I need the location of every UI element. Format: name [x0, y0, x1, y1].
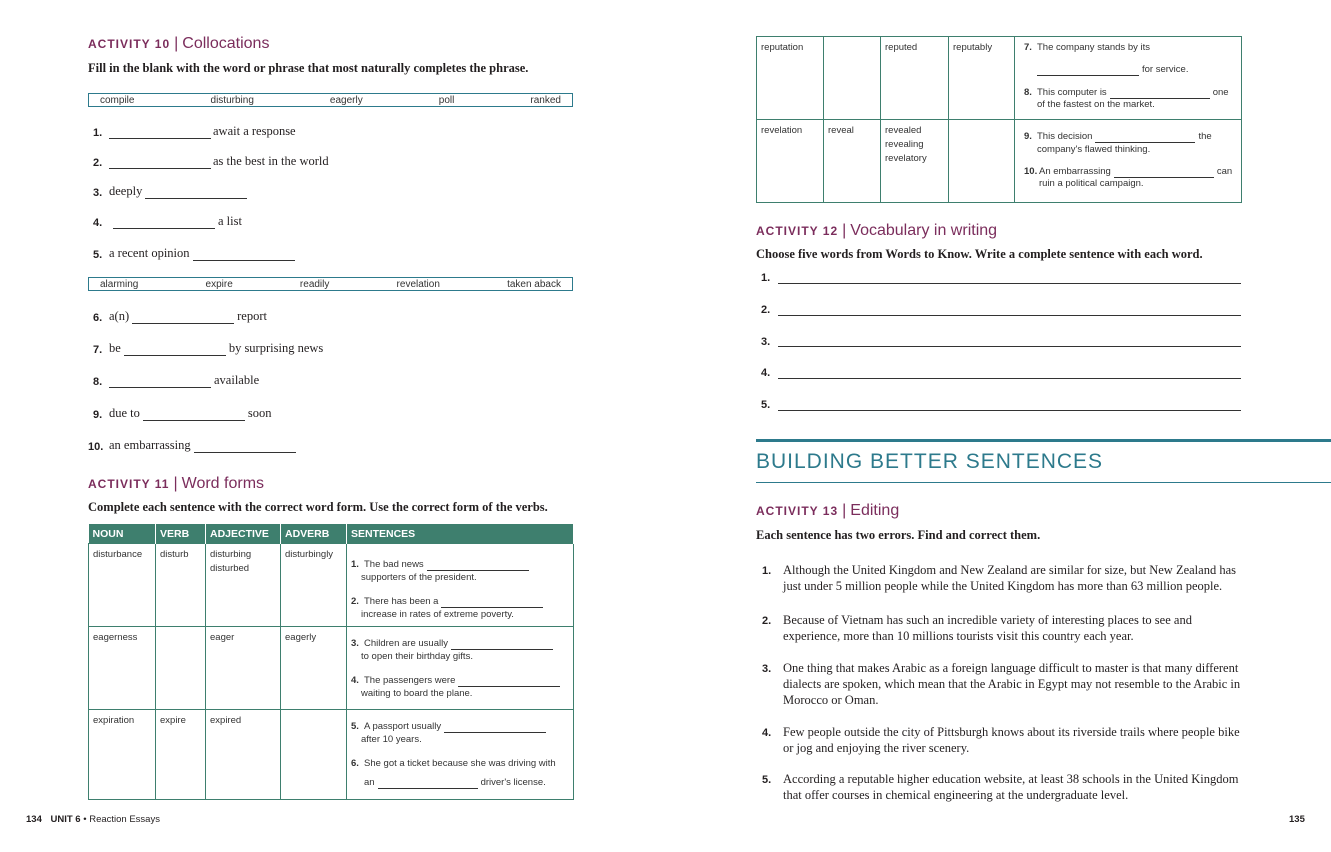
sentence-8: [1024, 86, 1237, 111]
noun-cell: revelation: [757, 120, 824, 203]
writing-line[interactable]: [778, 378, 1241, 379]
sentence-number: 8.: [1024, 87, 1032, 98]
answer-blank[interactable]: [143, 410, 245, 421]
item-number: 10.: [88, 441, 104, 453]
sentence-text: can: [1216, 166, 1233, 177]
sentence-4: [351, 674, 569, 701]
column-header: ADJECTIVE: [206, 524, 281, 544]
sentence-5: [351, 720, 569, 747]
answer-blank[interactable]: [145, 188, 247, 199]
adverb-cell: eagerly: [281, 627, 347, 710]
word-box-word: disturbing: [210, 94, 254, 106]
editing-item-1: [762, 562, 1241, 594]
activity12-heading: ACTIVITY 12 | Vocabulary in writing: [756, 222, 998, 239]
writing-line-number: 3.: [761, 336, 771, 348]
adverb-cell: [949, 120, 1015, 203]
collocation-item-2: [93, 154, 329, 169]
sentence-10: [1024, 165, 1237, 190]
table-row: [757, 120, 1242, 203]
sentence-text: the: [1198, 131, 1212, 142]
sentence-text: She got a ticket because she was driving with: [364, 758, 556, 769]
sentence-3: [351, 637, 569, 664]
activity11-title: Word forms: [181, 475, 265, 492]
collocation-item-1: [93, 124, 296, 139]
noun-cell: expiration: [89, 710, 156, 800]
editing-item-4: [762, 724, 1241, 756]
item-number: 5.: [762, 774, 772, 786]
word-box-word: poll: [438, 94, 455, 106]
item-number: 8.: [93, 376, 103, 388]
table-row: [89, 710, 574, 800]
sentence-text: an: [364, 777, 375, 788]
sentence-text: increase in rates of extreme poverty.: [361, 609, 514, 620]
verb-cell: disturb: [156, 544, 206, 627]
item-number: 5.: [93, 249, 103, 261]
item-number: 2.: [762, 615, 772, 627]
collocation-item-3: [93, 184, 247, 199]
sentence-text: after 10 years.: [361, 734, 422, 745]
sentence-text: one: [1212, 87, 1229, 98]
answer-blank[interactable]: [1037, 66, 1139, 76]
item-text: be: [109, 341, 121, 355]
section-rule-top: [756, 439, 1331, 442]
collocation-item-4: [93, 214, 242, 229]
sentence-text: company's flawed thinking.: [1037, 144, 1151, 155]
table-row: [89, 544, 574, 627]
section-title: BUILDING BETTER SENTENCES: [756, 450, 1104, 473]
word-box-word: alarming: [100, 278, 139, 290]
writing-line-number: 2.: [761, 304, 771, 316]
table-header-row: [89, 524, 574, 544]
answer-blank[interactable]: [109, 128, 211, 139]
editing-item-2: [762, 612, 1241, 644]
writing-line-number: 5.: [761, 399, 771, 411]
sentence-1: [351, 558, 569, 585]
sentences-cell: [347, 627, 574, 710]
collocation-item-7: [93, 341, 323, 356]
item-text: as the best in the world: [213, 154, 329, 168]
writing-line[interactable]: [778, 283, 1241, 284]
adjective-cell: disturbing disturbed: [206, 544, 281, 627]
sentence-number: 4.: [351, 675, 359, 686]
collocation-item-6: [93, 309, 267, 324]
sentence-number: 2.: [351, 596, 359, 607]
item-text: available: [214, 373, 260, 387]
adjective-cell: revealed revealing revelatory: [881, 120, 949, 203]
sentence-number: 6.: [351, 758, 359, 769]
word-box-1: [88, 93, 573, 107]
sentence-text: This decision: [1037, 131, 1093, 142]
activity12-title: Vocabulary in writing: [850, 222, 998, 239]
word-forms-table-continued: [756, 36, 1242, 203]
sentence-text: supporters of the president.: [361, 572, 477, 583]
answer-blank[interactable]: [1095, 133, 1195, 143]
item-text: by surprising news: [228, 341, 324, 355]
adjective-cell: reputed: [881, 37, 949, 120]
editing-item-3: [762, 660, 1241, 708]
item-number: 7.: [93, 344, 103, 356]
column-header: SENTENCES: [347, 524, 574, 544]
collocation-item-8: [93, 373, 259, 388]
editing-item-5: [762, 771, 1241, 803]
word-box-word: expire: [205, 278, 233, 290]
collocation-item-5: [93, 246, 295, 261]
sentences-cell: [347, 544, 574, 627]
item-text: Because of Vietnam has such an incredible variety of interesting places to see and experience, more than 10 millions tourists visit this country each year.: [783, 613, 1192, 643]
sentence-text: driver's license.: [480, 777, 546, 788]
answer-blank[interactable]: [427, 561, 529, 571]
collocation-item-9: [93, 406, 272, 421]
writing-line[interactable]: [778, 410, 1241, 411]
writing-line-number: 4.: [761, 367, 771, 379]
sentence-text: There has been a: [364, 596, 439, 607]
answer-blank[interactable]: [132, 313, 234, 324]
unit-title: Reaction Essays: [89, 814, 160, 825]
adjective-cell: eager: [206, 627, 281, 710]
item-text: One thing that makes Arabic as a foreign language difficult to master is that many different dialects are spoken, which mean that the Arabic in Egypt may not resemble to the Arabic in Morocco or Oman.: [783, 661, 1241, 707]
answer-blank[interactable]: [109, 377, 211, 388]
verb-cell: reveal: [824, 120, 881, 203]
item-text: await a response: [213, 124, 296, 138]
word-box-word: eagerly: [329, 94, 363, 106]
sentence-text: The company stands by its: [1037, 42, 1150, 53]
activity11-heading: ACTIVITY 11 | Word forms: [88, 475, 265, 492]
answer-blank[interactable]: [194, 442, 296, 453]
activity12-instruction: Choose five words from Words to Know. Write a complete sentence with each word.: [756, 247, 1203, 261]
answer-blank[interactable]: [444, 723, 546, 733]
sentence-number: 3.: [351, 638, 359, 649]
sentence-text: ruin a political campaign.: [1039, 178, 1144, 189]
word-box-word: revelation: [396, 278, 440, 290]
sentence-text: This computer is: [1037, 87, 1107, 98]
activity13-title: Editing: [850, 502, 900, 519]
word-forms-table: [88, 524, 574, 800]
writing-line[interactable]: [778, 315, 1241, 316]
item-number: 3.: [762, 663, 772, 675]
answer-blank[interactable]: [124, 345, 226, 356]
activity10-title: Collocations: [182, 35, 270, 52]
column-header: VERB: [156, 524, 206, 544]
item-text: soon: [247, 406, 272, 420]
sentence-number: 5.: [351, 721, 359, 732]
sentences-cell: [1015, 37, 1242, 120]
item-text: According a reputable higher education website, at least 38 schools in the United Kingdom that offer courses in chemical engineering at the undergraduate level.: [783, 772, 1239, 802]
item-number: 2.: [93, 157, 103, 169]
sentence-text: to open their birthday gifts.: [361, 651, 473, 662]
word-box-word: taken aback: [507, 278, 561, 290]
sentence-number: 7.: [1024, 42, 1032, 53]
sentence-7: [1024, 41, 1237, 76]
item-text: a(n): [109, 309, 130, 323]
item-text: an embarrassing: [109, 438, 191, 452]
table-row: [757, 37, 1242, 120]
footer-bullet: •: [83, 814, 87, 825]
word-box-word: ranked: [530, 94, 561, 106]
writing-line[interactable]: [778, 346, 1241, 347]
item-text: a list: [218, 214, 242, 228]
item-text: Although the United Kingdom and New Zealand are similar for size, but New Zealand has just under 5 million people while the United Kingdom has more than 63 million people.: [783, 563, 1236, 593]
answer-blank[interactable]: [378, 779, 478, 789]
adjective-cell: expired: [206, 710, 281, 800]
item-number: 6.: [93, 312, 103, 324]
page-number: 135: [1289, 814, 1305, 825]
item-text: a recent opinion: [109, 246, 190, 260]
sentences-cell: [347, 710, 574, 800]
sentence-2: [351, 595, 569, 622]
word-box-word: compile: [100, 94, 135, 106]
item-number: 1.: [93, 127, 103, 139]
table-row: [89, 627, 574, 710]
verb-cell: expire: [156, 710, 206, 800]
writing-line-number: 1.: [761, 272, 771, 284]
item-text: Few people outside the city of Pittsburgh knows about its riverside trails where people bike or jog and enjoying the river scenery.: [783, 725, 1240, 755]
item-number: 4.: [93, 217, 103, 229]
sentence-text: The passengers were: [364, 675, 456, 686]
activity10-heading: ACTIVITY 10 | Collocations: [88, 35, 270, 52]
adverb-cell: disturbingly: [281, 544, 347, 627]
sentence-text: An embarrassing: [1039, 166, 1111, 177]
verb-cell: [824, 37, 881, 120]
collocation-item-10: [88, 438, 296, 453]
column-header: NOUN: [89, 524, 156, 544]
sentence-text: A passport usually: [364, 721, 442, 732]
verb-cell: [156, 627, 206, 710]
sentence-number: 1.: [351, 559, 359, 570]
activity11-label: ACTIVITY 11: [88, 477, 170, 491]
adverb-cell: [281, 710, 347, 800]
activity10-instruction: Fill in the blank with the word or phrase that most naturally completes the phrase.: [88, 61, 529, 75]
activity10-label: ACTIVITY 10: [88, 37, 171, 51]
item-text: report: [237, 309, 267, 323]
unit-label: UNIT 6: [50, 814, 81, 825]
answer-blank[interactable]: [1114, 168, 1214, 178]
answer-blank[interactable]: [113, 218, 215, 229]
answer-blank[interactable]: [1110, 89, 1210, 99]
sentence-text: waiting to board the plane.: [361, 688, 473, 699]
answer-blank[interactable]: [441, 598, 543, 608]
item-number: 3.: [93, 187, 103, 199]
sentence-text: Children are usually: [364, 638, 448, 649]
activity11-instruction: Complete each sentence with the correct word form. Use the correct form of the verbs.: [88, 500, 548, 514]
answer-blank[interactable]: [458, 677, 560, 687]
item-text: deeply: [109, 184, 143, 198]
item-number: 9.: [93, 409, 103, 421]
activity13-heading: ACTIVITY 13 | Editing: [756, 502, 900, 519]
word-box-word: readily: [299, 278, 330, 290]
section-rule-bottom: [756, 482, 1331, 483]
page-number: 134: [26, 814, 42, 825]
noun-cell: reputation: [757, 37, 824, 120]
left-footer: [26, 814, 160, 825]
sentence-number: 10.: [1024, 166, 1038, 177]
sentences-cell: [1015, 120, 1242, 203]
sentence-text: The bad news: [364, 559, 424, 570]
adverb-cell: reputably: [949, 37, 1015, 120]
sentence-text: for service.: [1142, 64, 1189, 75]
column-header: ADVERB: [281, 524, 347, 544]
noun-cell: eagerness: [89, 627, 156, 710]
item-number: 1.: [762, 565, 772, 577]
sentence-text: of the fastest on the market.: [1037, 99, 1155, 110]
noun-cell: disturbance: [89, 544, 156, 627]
sentence-number: 9.: [1024, 131, 1032, 142]
item-text: due to: [109, 406, 140, 420]
sentence-6: [351, 757, 569, 789]
answer-blank[interactable]: [193, 250, 295, 261]
word-box-2: [88, 277, 573, 291]
activity13-label: ACTIVITY 13: [756, 504, 839, 518]
answer-blank[interactable]: [451, 640, 553, 650]
answer-blank[interactable]: [109, 158, 211, 169]
item-number: 4.: [762, 727, 772, 739]
sentence-9: [1024, 130, 1237, 157]
activity12-label: ACTIVITY 12: [756, 224, 839, 238]
activity13-instruction: Each sentence has two errors. Find and correct them.: [756, 528, 1041, 542]
